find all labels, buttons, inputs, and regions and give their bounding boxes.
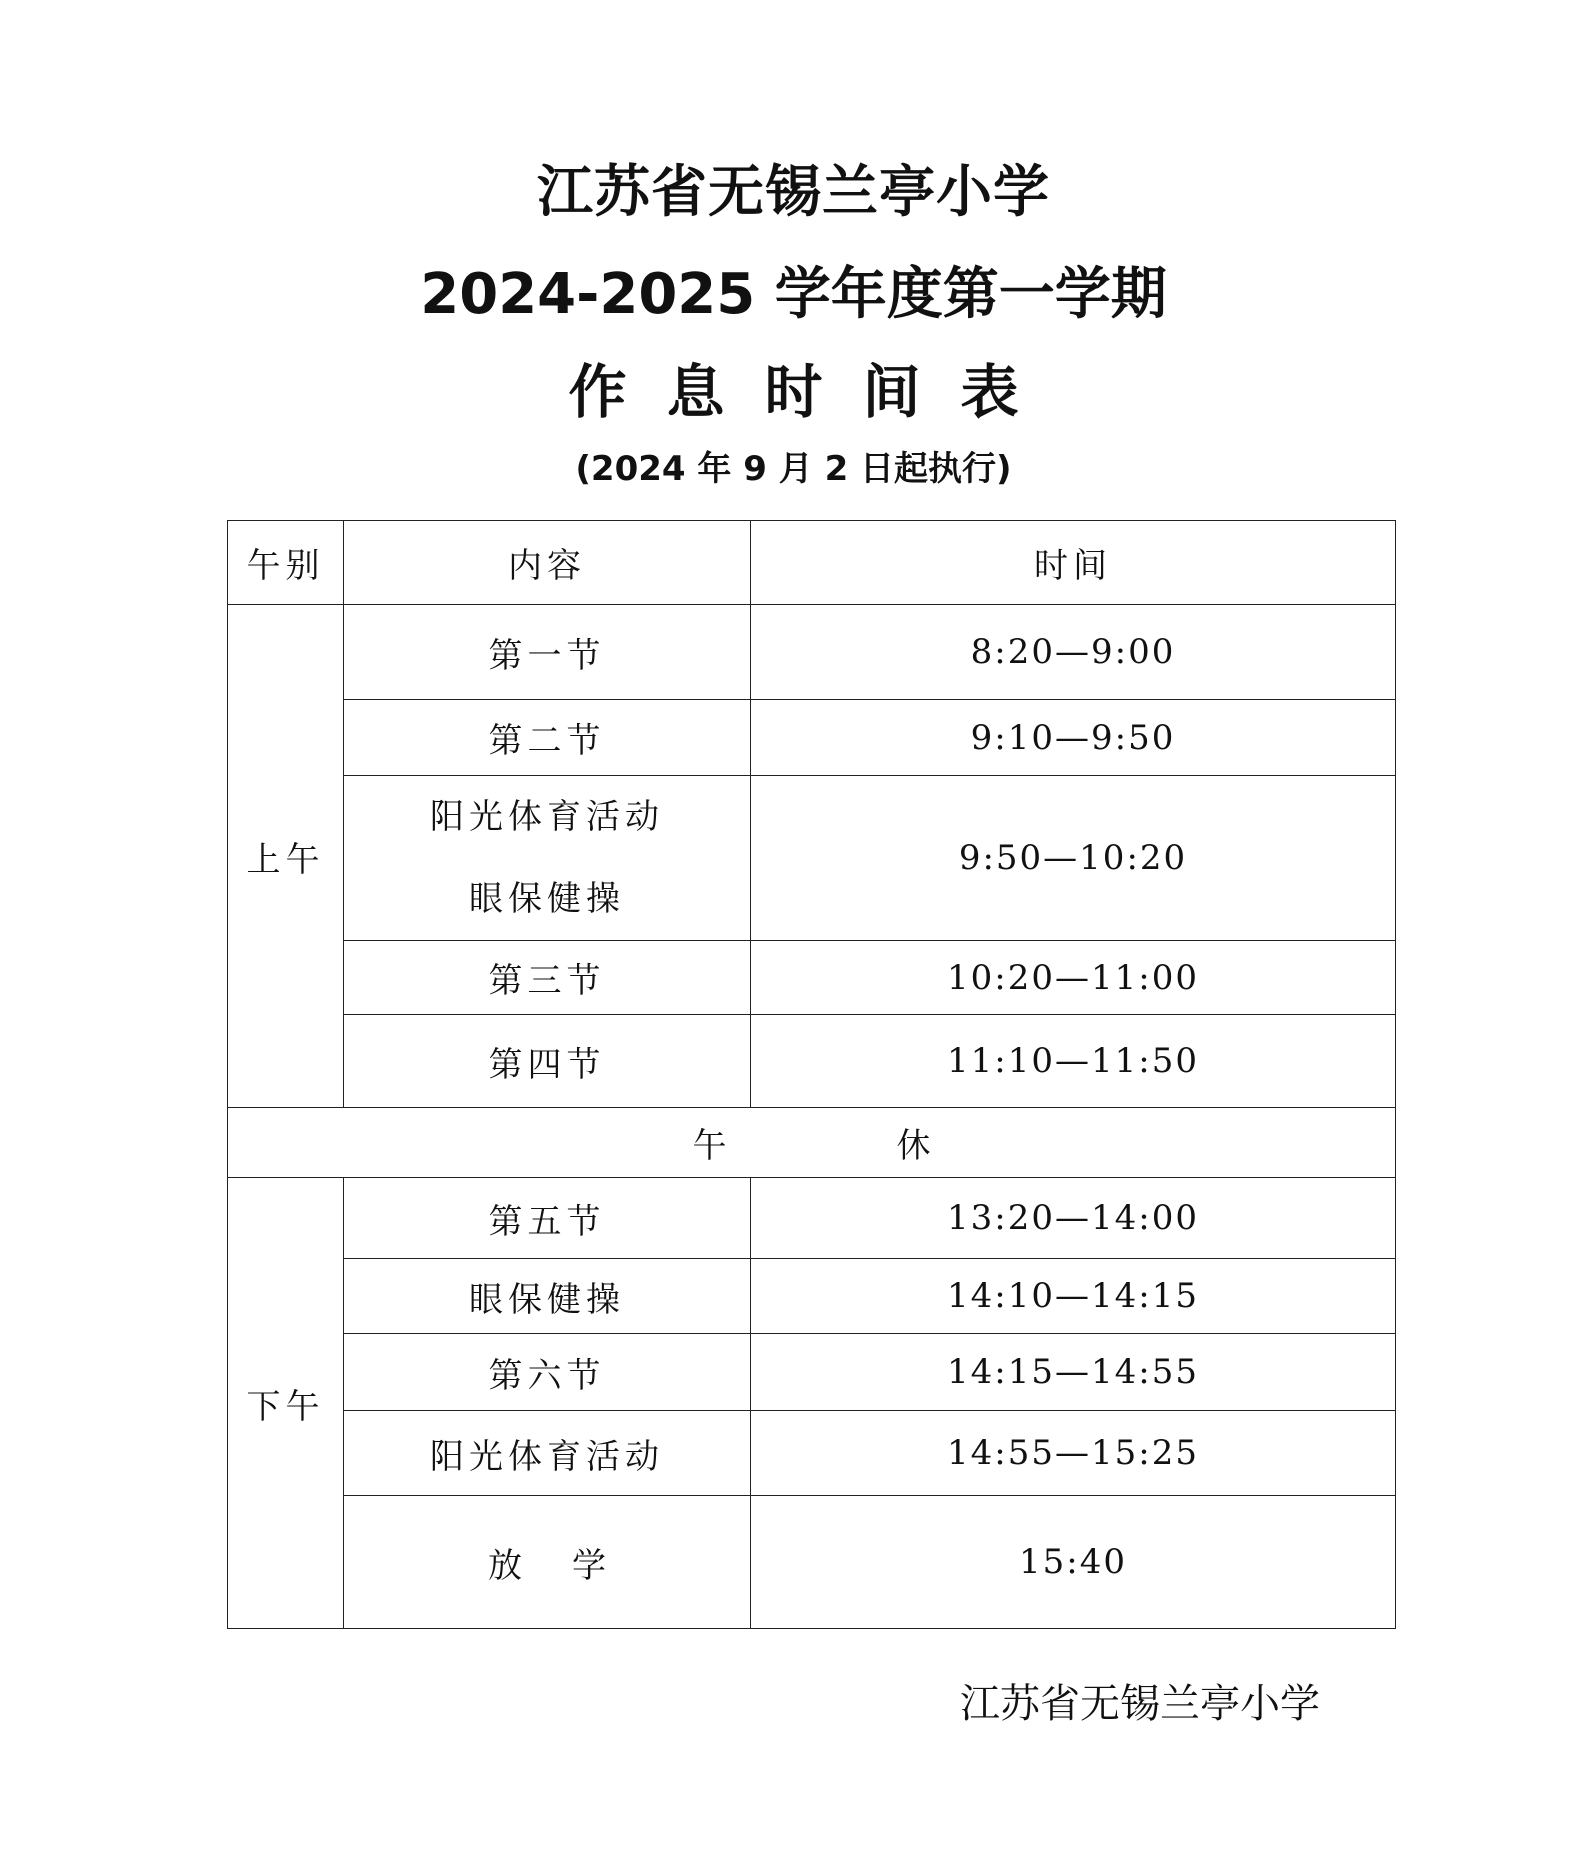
table-row (228, 1015, 1396, 1108)
header-period: 午别 (228, 521, 344, 605)
time-cell: 14:15—14:55 (751, 1334, 1396, 1411)
content-cell: 第二节 (344, 700, 751, 776)
content-cell: 第五节 (344, 1178, 751, 1259)
time-cell: 13:20—14:00 (751, 1178, 1396, 1259)
table-row (228, 1178, 1396, 1259)
table-row (228, 700, 1396, 776)
content-line-2: 眼保健操 (469, 879, 625, 919)
noon-row (228, 1108, 1396, 1178)
content-cell: 阳光体育活动 (344, 1411, 751, 1496)
table-row (228, 1259, 1396, 1334)
header-row (228, 521, 1396, 605)
table-row (228, 1496, 1396, 1629)
noon-label-cell (228, 1108, 1396, 1178)
time-cell: 9:10—9:50 (751, 700, 1396, 776)
noon-label: 午休 (692, 1126, 1101, 1166)
term-title: 2024-2025 学年度第一学期 (420, 262, 1167, 327)
morning-label: 上午 (228, 605, 344, 1108)
content-cell: 眼保健操 (344, 1259, 751, 1334)
content-cell: 第三节 (344, 941, 751, 1015)
time-cell: 10:20—11:00 (751, 941, 1396, 1015)
table-row (228, 605, 1396, 700)
schedule-table (227, 520, 1396, 1629)
time-cell: 15:40 (751, 1496, 1396, 1629)
header-time: 时间 (751, 521, 1396, 605)
document-title: 作息时间表 (568, 358, 1059, 426)
table-row (228, 1411, 1396, 1496)
table-row (228, 776, 1396, 941)
header-content: 内容 (344, 521, 751, 605)
dismissal-label: 放学 (488, 1545, 656, 1586)
content-cell: 第四节 (344, 1015, 751, 1108)
time-cell: 8:20—9:00 (751, 605, 1396, 700)
effective-date: (2024 年 9 月 2 日起执行) (575, 449, 1012, 489)
time-cell: 11:10—11:50 (751, 1015, 1396, 1108)
content-cell: 第一节 (344, 605, 751, 700)
time-cell: 9:50—10:20 (751, 776, 1396, 941)
time-cell: 14:55—15:25 (751, 1411, 1396, 1496)
school-title: 江苏省无锡兰亭小学 (537, 160, 1050, 225)
content-cell (344, 776, 751, 941)
content-line-1: 阳光体育活动 (430, 797, 664, 837)
table-row (228, 941, 1396, 1015)
content-cell (344, 1496, 751, 1629)
time-cell: 14:10—14:15 (751, 1259, 1396, 1334)
content-cell: 第六节 (344, 1334, 751, 1411)
footer-signature: 江苏省无锡兰亭小学 (960, 1681, 1320, 1727)
afternoon-label: 下午 (228, 1178, 344, 1629)
table-row (228, 1334, 1396, 1411)
